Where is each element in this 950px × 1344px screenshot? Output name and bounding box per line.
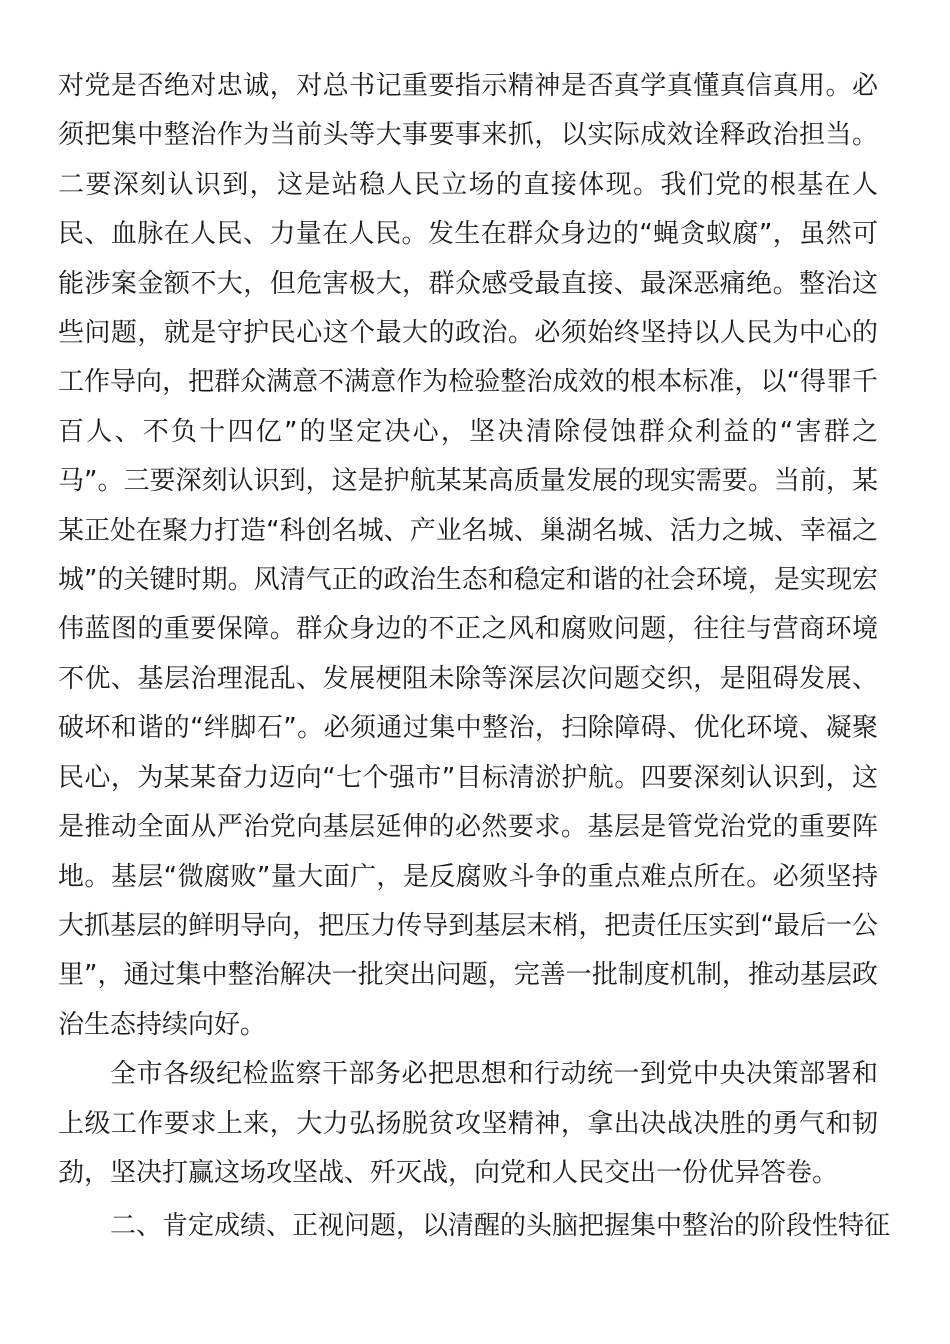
body-paragraph-2: 全市各级纪检监察干部务必把思想和行动统一到党中央决策部署和上级工作要求上来，大力弘扬脱贫攻坚精神，拿出决战决胜的勇气和韧劲，坚决打赢这场攻坚战、歼灭战，向党和人民交出一份优异答卷。 [58, 1059, 878, 1188]
document-body [58, 62, 891, 1252]
section-heading: 二、肯定成绩、正视问题，以清醒的头脑把握集中整治的阶段性特征 [110, 1211, 891, 1242]
body-paragraph-1: 对党是否绝对忠诚，对总书记重要指示精神是否真学真懂真信真用。必须把集中整治作为当前头等大事要事来抓，以实际成效诠释政治担当。二要深刻认识到，这是站稳人民立场的直接体现。我们党的根基在人民、血脉在人民、力量在人民。发生在群众身边的“蝇贪蚁腐”，虽然可能涉案金额不大，但危害极大，群众感受最直接、最深恶痛绝。整治这些问题，就是守护民心这个最大的政治。必须始终坚持以人民为中心的工作导向，把群众满意不满意作为检验整治成效的根本标准，以“得罪千百人、不负十四亿”的坚定决心，坚决清除侵蚀群众利益的“害群之马”。三要深刻认识到，这是护航某某高质量发展的现实需要。当前，某某正处在聚力打造“科创名城、产业名城、巢湖名城、活力之城、幸福之城”的关键时期。风清气正的政治生态和稳定和谐的社会环境，是实现宏伟蓝图的重要保障。群众身边的不正之风和腐败问题，往往与营商环境不优、基层治理混乱、发展梗阻未除等深层次问题交织，是阻碍发展、破坏和谐的“绊脚石”。必须通过集中整治，扫除障碍、优化环境、凝聚民心，为某某奋力迈向“七个强市”目标清淤护航。四要深刻认识到，这是推动全面从严治党向基层延伸的必然要求。基层是管党治党的重要阵地。基层“微腐败”量大面广，是反腐败斗争的重点难点所在。必须坚持大抓基层的鲜明导向，把压力传导到基层末梢，把责任压实到“最后一公里”，通过集中整治解决一批突出问题，完善一批制度机制，推动基层政治生态持续向好。 [58, 71, 878, 1040]
